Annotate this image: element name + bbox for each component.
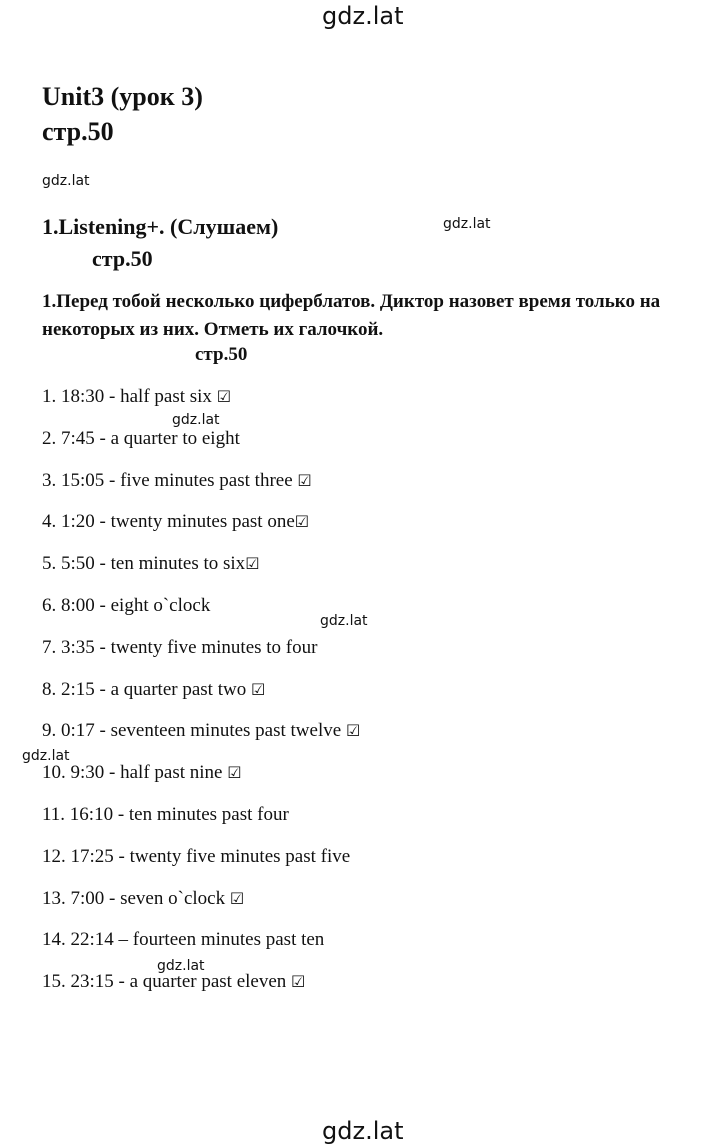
checkbox-checked-icon: ☑ bbox=[291, 972, 306, 992]
checkbox-checked-icon: ☑ bbox=[345, 721, 361, 741]
list-item bbox=[42, 760, 360, 802]
list-item bbox=[42, 927, 360, 969]
list-item bbox=[42, 426, 360, 468]
checkbox-checked-icon: ☑ bbox=[294, 512, 310, 532]
watermark: gdz.lat bbox=[320, 613, 368, 629]
section-page: стр.50 bbox=[92, 246, 153, 271]
list-item-text: 7. 3:35 - twenty five minutes to four bbox=[42, 636, 318, 658]
list-item-text: 9. 0:17 - seventeen minutes past twelve bbox=[42, 720, 346, 742]
list-item bbox=[42, 509, 360, 551]
list-item-text: 12. 17:25 - twenty five minutes past five bbox=[42, 845, 351, 867]
checkbox-checked-icon: ☑ bbox=[297, 470, 312, 490]
watermark-bottom: gdz.lat bbox=[322, 1117, 404, 1145]
list-item bbox=[42, 593, 360, 635]
list-item bbox=[42, 677, 360, 719]
checkbox-checked-icon: ☑ bbox=[229, 888, 245, 908]
watermark: gdz.lat bbox=[157, 958, 205, 974]
list-item-text: 6. 8:00 - eight o`clock bbox=[42, 594, 211, 616]
list-item-text: 4. 1:20 - twenty minutes past one bbox=[42, 511, 295, 533]
list-item bbox=[42, 886, 360, 928]
watermark-top: gdz.lat bbox=[322, 2, 404, 30]
page-title: Unit3 (урок 3) bbox=[42, 82, 203, 111]
checkbox-checked-icon: ☑ bbox=[216, 387, 232, 406]
page-number: стр.50 bbox=[42, 117, 114, 146]
list-item bbox=[42, 468, 360, 510]
list-item-text: 2. 7:45 - a quarter to eight bbox=[42, 427, 240, 449]
task-page: стр.50 bbox=[195, 344, 248, 365]
list-item-text: 8. 2:15 - a quarter past two bbox=[42, 678, 251, 700]
list-item-text: 15. 23:15 - a quarter past eleven bbox=[42, 971, 292, 993]
list-item-text: 5. 5:50 - ten minutes to six bbox=[42, 553, 246, 575]
section-title: 1.Listening+. (Слушаем) bbox=[42, 214, 279, 239]
list-item bbox=[42, 635, 360, 677]
list-item-text: 10. 9:30 - half past nine bbox=[42, 762, 228, 784]
list-item-text: 3. 15:05 - five minutes past three bbox=[42, 469, 298, 491]
list-item bbox=[42, 718, 360, 760]
watermark: gdz.lat bbox=[22, 748, 70, 764]
checkbox-checked-icon: ☑ bbox=[227, 763, 242, 783]
watermark: gdz.lat bbox=[42, 173, 90, 189]
list-item-text: 1. 18:30 - half past six bbox=[42, 386, 217, 407]
list-item bbox=[42, 844, 360, 886]
list-item bbox=[42, 802, 360, 844]
task-instruction: 1.Перед тобой несколько циферблатов. Диктор назовет время только на некоторых из них. Отметь их галочкой. bbox=[42, 291, 661, 340]
list-item bbox=[42, 969, 360, 1011]
list-item bbox=[42, 551, 360, 593]
list-item-text: 11. 16:10 - ten minutes past four bbox=[42, 803, 289, 825]
list-item-text: 13. 7:00 - seven o`clock bbox=[42, 887, 230, 909]
watermark: gdz.lat bbox=[172, 412, 220, 428]
checkbox-checked-icon: ☑ bbox=[245, 554, 260, 574]
list-item bbox=[42, 384, 360, 426]
checkbox-checked-icon: ☑ bbox=[250, 679, 266, 699]
answer-list bbox=[42, 384, 360, 1011]
watermark: gdz.lat bbox=[443, 216, 491, 232]
list-item-text: 14. 22:14 – fourteen minutes past ten bbox=[42, 929, 325, 951]
